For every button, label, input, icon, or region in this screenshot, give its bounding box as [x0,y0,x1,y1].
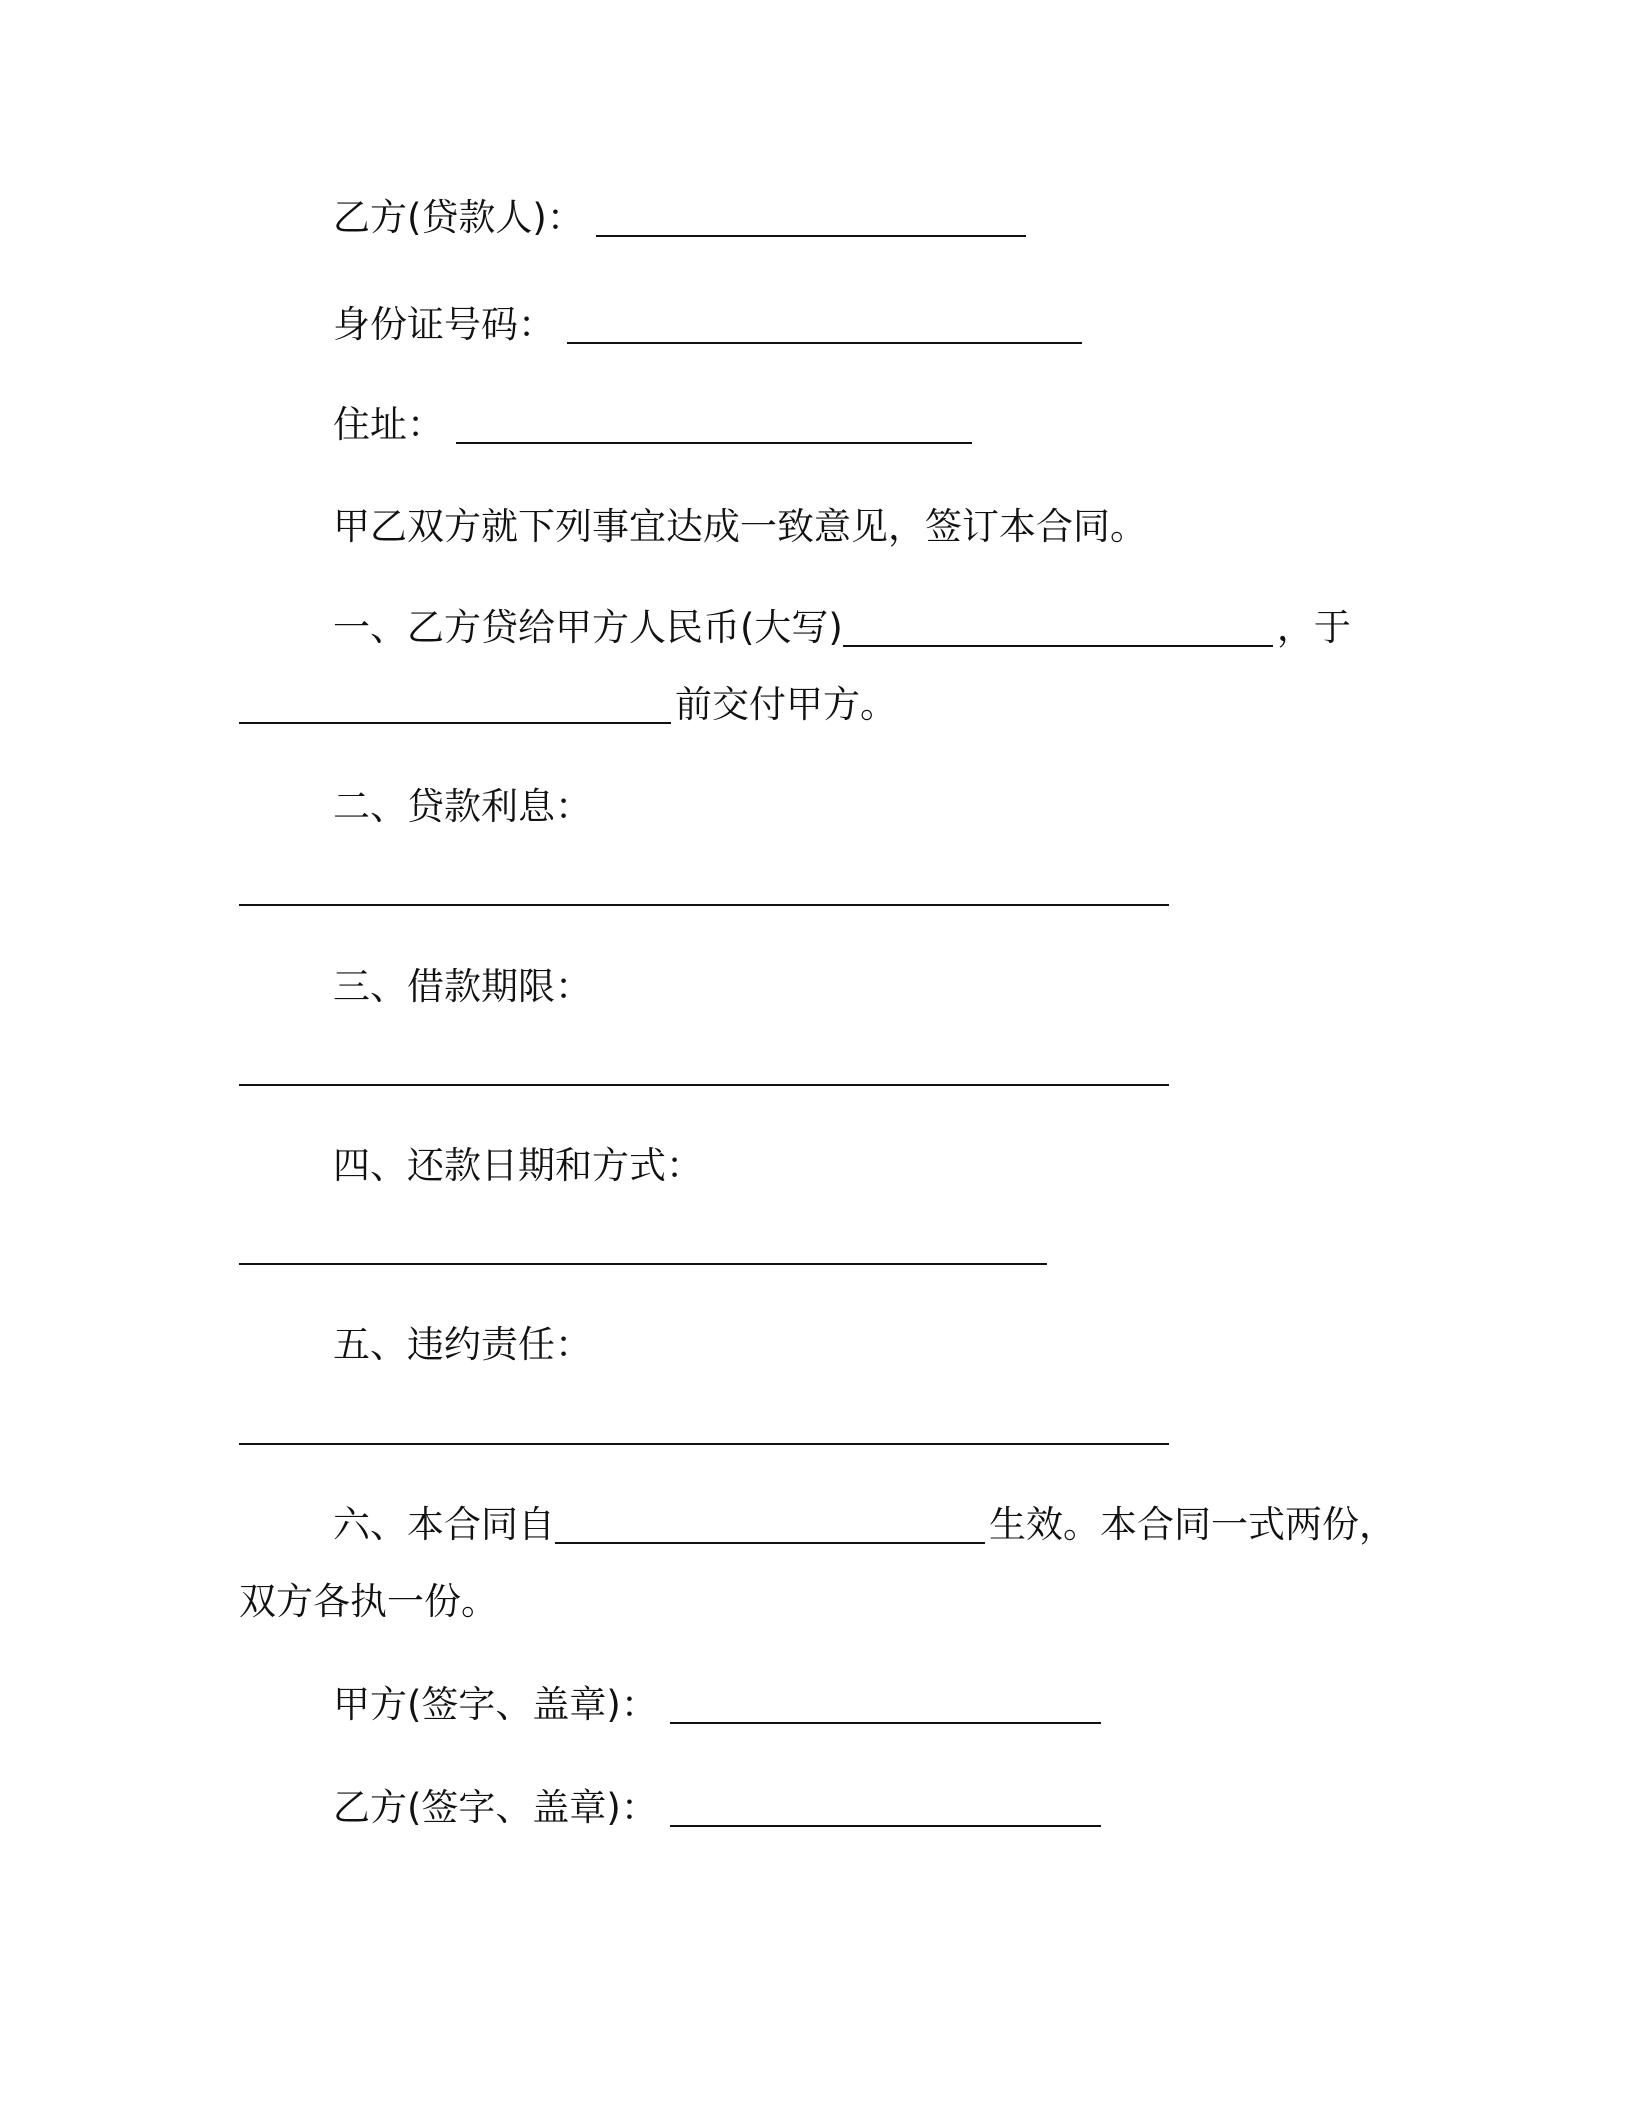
clause4-label: 四、还款日期和方式： [333,1144,703,1187]
clause3-row [333,962,592,1012]
clause5-label: 五、违约责任： [333,1323,592,1366]
sign-b-row [333,1783,1101,1833]
clause1-row1 [333,603,1351,653]
clause6-line2: 双方各执一份。 [239,1580,498,1623]
clause2-label: 二、贷款利息： [333,785,592,828]
intro-row [333,502,1147,552]
lender-label: 乙方(贷款人)： [333,196,584,239]
clause2-blank [239,870,1169,906]
address-label: 住址： [333,403,444,446]
clause6-row2 [239,1577,498,1627]
id-blank [567,308,1082,344]
address-blank [456,408,972,444]
clause2-blank-row [239,870,1169,912]
clause6-suffix: 生效。本合同一式两份， [989,1503,1396,1546]
sign-a-blank [670,1688,1101,1724]
clause6-row1 [333,1500,1396,1550]
clause4-blank [239,1229,1047,1265]
clause5-row [333,1320,592,1370]
lender-blank [596,201,1026,237]
sign-b-label: 乙方(签字、盖章)： [333,1786,658,1829]
lender-row [333,193,1026,243]
address-row [333,400,972,450]
clause1-amount-blank [843,611,1273,647]
id-label: 身份证号码： [333,303,555,346]
id-row [333,300,1082,350]
clause4-blank-row [239,1229,1047,1271]
clause3-blank [239,1050,1169,1086]
sign-b-blank [670,1791,1101,1827]
clause1-date-blank [239,688,671,724]
clause1-prefix: 一、乙方贷给甲方人民币(大写) [333,606,843,649]
sign-a-row [333,1680,1101,1730]
clause4-row [333,1141,703,1191]
intro-text: 甲乙双方就下列事宜达成一致意见，签订本合同。 [333,505,1147,548]
clause3-label: 三、借款期限： [333,965,592,1008]
clause3-blank-row [239,1050,1169,1092]
clause1-mid: ，于 [1276,606,1351,649]
sign-a-label: 甲方(签字、盖章)： [333,1683,658,1726]
clause6-prefix: 六、本合同自 [333,1503,555,1546]
clause2-row [333,782,592,832]
clause5-blank [239,1409,1169,1445]
clause1-row2 [239,680,897,730]
clause5-blank-row [239,1409,1169,1451]
clause1-suffix: 前交付甲方。 [675,683,897,726]
clause6-date-blank [555,1508,985,1544]
